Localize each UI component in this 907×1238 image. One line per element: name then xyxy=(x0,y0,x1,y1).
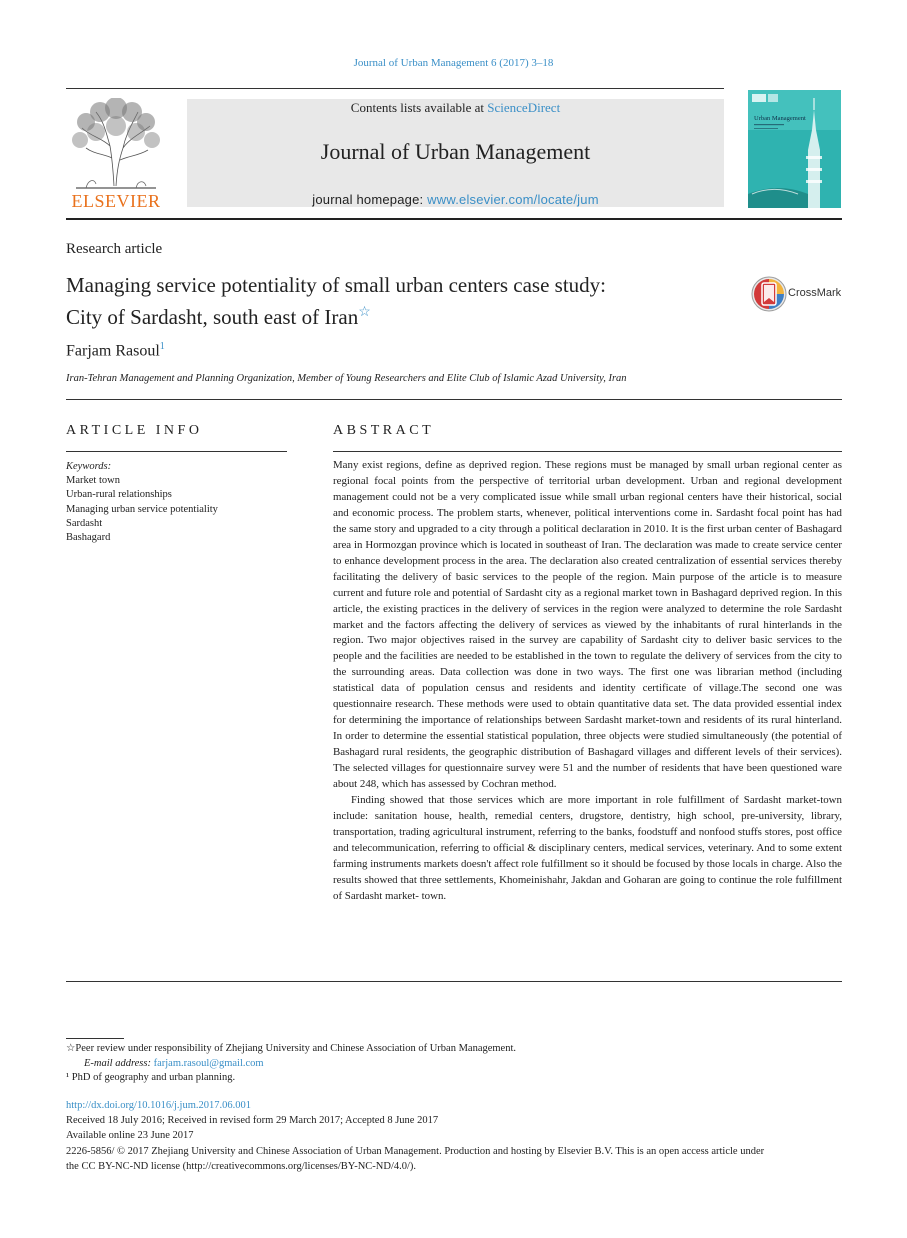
author-name xyxy=(66,341,165,360)
article-info-heading: ARTICLE INFO xyxy=(66,423,203,438)
cover-title: Urban Management xyxy=(754,115,806,122)
header-top-rule xyxy=(66,88,724,89)
peer-review-note: ☆Peer review under responsibility of Zhejiang University and Chinese Association of Urban Management. xyxy=(66,1043,517,1054)
copyright-line-1: 2226-5856/ © 2017 Zhejiang University and Chinese Association of Urban Management. Production and hosting by Elsevier B.V. This is an open access article under xyxy=(66,1145,765,1157)
footnote-rule xyxy=(66,1038,124,1039)
copyright-line-2: the CC BY-NC-ND license (http://creativecommons.org/licenses/BY-NC-ND/4.0/). xyxy=(66,1160,417,1172)
article-type: Research article xyxy=(66,241,163,257)
header-bottom-rule xyxy=(66,218,842,220)
keyword-item: Managing urban service potentiality xyxy=(66,503,218,515)
author-text: Farjam Rasoul xyxy=(66,342,160,360)
author-email-link[interactable]: farjam.rasoul@gmail.com xyxy=(153,1057,264,1069)
received-dates: Received 18 July 2016; Received in revised form 29 March 2017; Accepted 8 June 2017 xyxy=(66,1115,439,1127)
article-title xyxy=(66,271,726,331)
abstract-heading: ABSTRACT xyxy=(333,423,435,438)
abstract-rule xyxy=(333,451,842,452)
keyword-item: Sardasht xyxy=(66,517,103,529)
keyword-item: Market town xyxy=(66,475,120,487)
sciencedirect-link[interactable]: ScienceDirect xyxy=(487,100,561,115)
contents-prefix: Contents lists available at xyxy=(350,100,488,115)
abstract-bottom-rule xyxy=(66,981,842,982)
elsevier-wordmark: ELSEVIER xyxy=(71,191,161,211)
journal-cover-thumbnail xyxy=(748,90,841,208)
author-footnote: ¹ PhD of geography and urban planning. xyxy=(66,1072,236,1083)
title-divider xyxy=(66,399,842,400)
crossmark-label[interactable]: CrossMark xyxy=(788,287,842,299)
keyword-item: Urban-rural relationships xyxy=(66,489,172,501)
journal-citation-link[interactable]: Journal of Urban Management 6 (2017) 3–18 xyxy=(353,57,554,69)
email-label: E-mail address: xyxy=(84,1057,154,1069)
journal-title: Journal of Urban Management xyxy=(320,139,591,164)
email-note xyxy=(66,1057,842,1072)
abstract-paragraph-1: Many exist regions, define as deprived region. These regions must be managed by small urban regional center as regional focal points from the perspective of territorial urban development. Urban and regional development management could not be a very complicated issue while small urban regional centers have their historical, social and economic process. The problem starts, whenever, political interventions come in. Sardasht focal point has had the same story and upgraded to a city through a political declaration in 2010. It is the first urban center of Bashagard area in Hormozgan province which is located in southeast of Iran. The declaration was made to create service center to enhance development process in the area. The declaration also created centralization of essential services thereby facilitating the delivery of basic services to the people of the region. Main purpose of the article is to measure current and future role and potential of Sardasht city as a regional market town in Bashagard deprived region. In this article, the existing practices in the delivery of services in the region were analyzed to determine the role Sardasht market and the factors affecting the delivery of services as viewed by the inhabitants of rural hinterlands in the region. Two major objectives raised in the survey are capability of Sardasht city to deliver basic services to the people and the facilities are needed to be established in the town to regulate the delivery of services from the city to the surrounding areas. Data collection was done in two ways. The first one was librarian method (including statistical data of population census and residents and identity certificate of village.The second one was questionnaire research. These methods were used to obtain quantitative data set. The data provided essential index for determining the importance of relationships between Sardasht market-town and residents of its rural hinterland. In order to determine the essential statistical population, three objects were studied simultaneously (the potential of Bashagard rural residents, the geographic distribution of Bashagard villages and different levels of their services). The selected villages for questionnaire survey were 51 and the number of residents that have been questioned ware about 248, which has assessed by Cochran method. xyxy=(333,459,842,791)
homepage-prefix: journal homepage: xyxy=(312,192,428,207)
author-affiliation: Iran-Tehran Management and Planning Organization, Member of Young Researchers and Elite Club of Islamic Azad University, Iran xyxy=(66,373,627,384)
author-footnote-marker[interactable]: 1 xyxy=(159,341,165,352)
abstract-paragraph-2: Finding showed that those services which are more important in role fulfillment of Sardasht market-town include: sanitation house, health, remedial centers, drugstore, dentistry, high school, pre-university, library, transportation, trading agricultural instrument, referring to the banks, foodstuff and nonfood stuffs stores, post office and telecommunication, referring to official & disciplinary centers, medical services, veterinary. And to some extent farming instruments markets doesn't affect role fulfillment so it should be focused by those locals in charge. Also the results showed that three settlements, Khomeinishahr, Jakdan and Goharan are going to continue the role fulfillment of Sardasht market- town. xyxy=(333,794,842,902)
title-line-2: City of Sardasht, south east of Iran xyxy=(66,305,359,329)
title-footnote-star-icon[interactable]: ☆ xyxy=(358,305,371,320)
article-info-rule xyxy=(66,451,287,452)
keywords-label: Keywords: xyxy=(66,461,112,472)
keyword-item: Bashagard xyxy=(66,532,111,544)
title-line-1: Managing service potentiality of small urban centers case study: xyxy=(66,273,607,297)
doi-link[interactable]: http://dx.doi.org/10.1016/j.jum.2017.06.001 xyxy=(66,1100,252,1111)
journal-homepage-line xyxy=(187,192,724,207)
footnotes xyxy=(66,1042,842,1086)
contents-line xyxy=(187,100,724,116)
publication-info xyxy=(66,1098,842,1174)
keywords-block xyxy=(66,460,296,545)
available-online: Available online 23 June 2017 xyxy=(66,1130,194,1142)
journal-homepage-link[interactable]: www.elsevier.com/locate/jum xyxy=(427,192,599,207)
abstract-body xyxy=(333,458,842,905)
